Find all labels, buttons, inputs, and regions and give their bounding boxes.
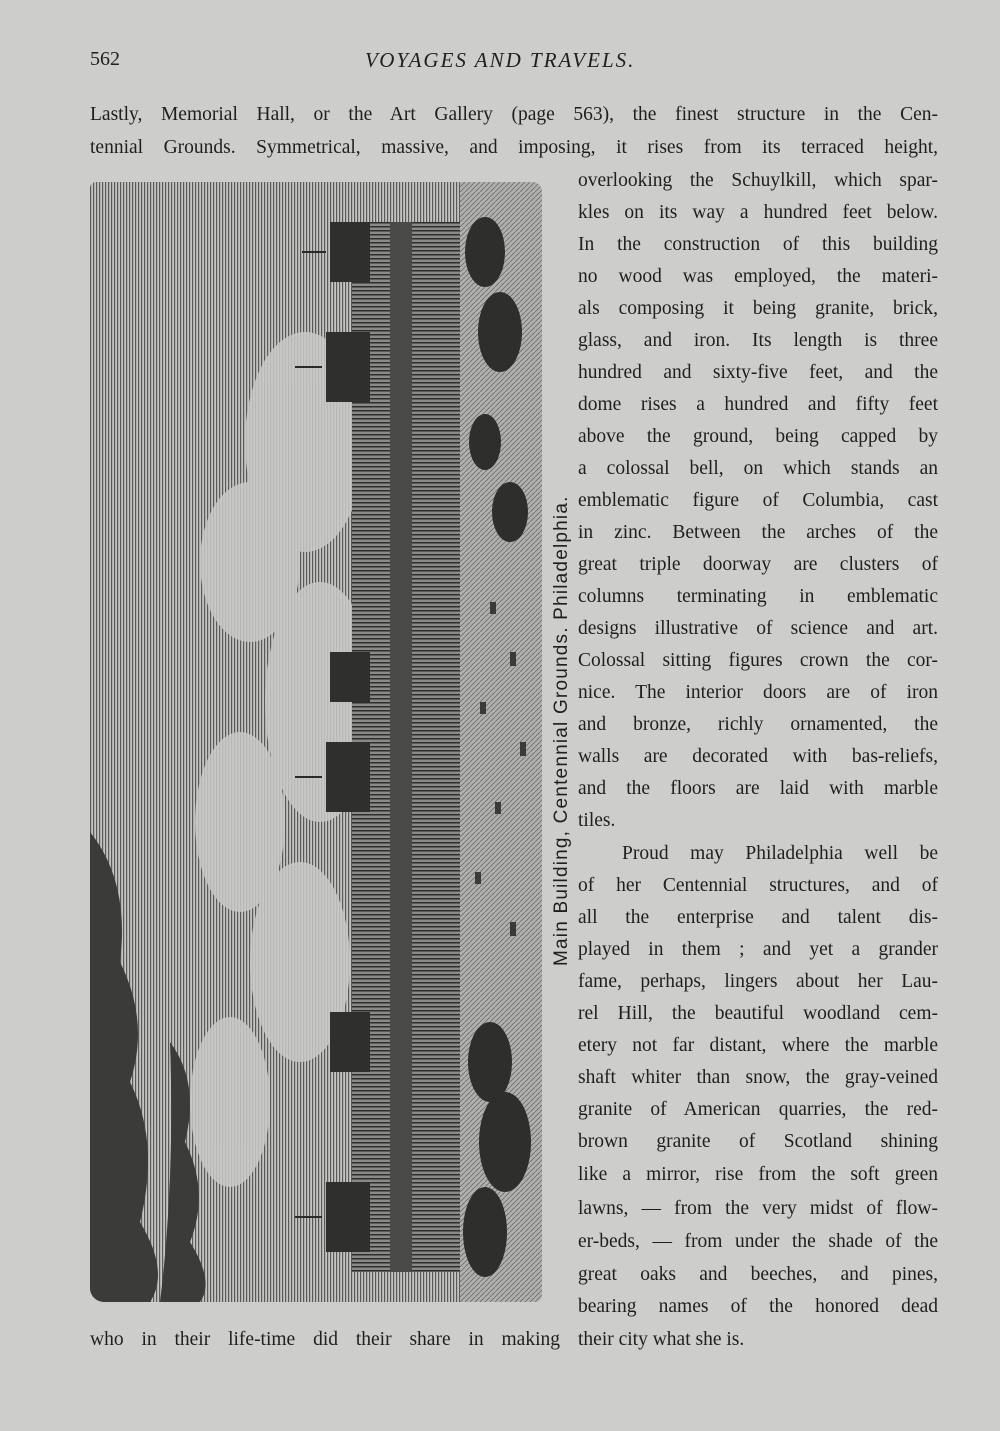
text-line: great oaks and beeches, and pines, (578, 1264, 938, 1285)
text-line: designs illustrative of science and art. (578, 618, 938, 639)
text-line: rel Hill, the beautiful woodland cem- (578, 1003, 938, 1024)
text-line: als composing it being granite, brick, (578, 298, 938, 319)
text-line: emblematic figure of Columbia, cast (578, 490, 938, 511)
text-line: fame, perhaps, lingers about her Lau- (578, 971, 938, 992)
text-line: brown granite of Scotland shining (578, 1131, 938, 1152)
text-line: overlooking the Schuylkill, which spar- (578, 170, 938, 191)
text-line: and bronze, richly ornamented, the (578, 714, 938, 735)
text-line: walls are decorated with bas-reliefs, (578, 746, 938, 767)
running-title: VOYAGES AND TRAVELS. (365, 48, 636, 72)
text-line: in zinc. Between the arches of the (578, 522, 938, 543)
text-line: above the ground, being capped by (578, 426, 938, 447)
text-line: a colossal bell, on which stands an (578, 458, 938, 479)
engraving-illustration (90, 182, 542, 1302)
text-line: great triple doorway are clusters of (578, 554, 938, 575)
text-line: glass, and iron. Its length is three (578, 330, 938, 351)
text-line: etery not far distant, where the marble (578, 1035, 938, 1056)
text-line: bearing names of the honored dead (578, 1296, 938, 1317)
text-line: nice. The interior doors are of iron (578, 682, 938, 703)
page-number: 562 (90, 48, 120, 70)
text-line: columns terminating in emblematic (578, 586, 938, 607)
text-line: shaft whiter than snow, the gray-veined (578, 1067, 938, 1088)
text-line: who in their life-time did their share in making (90, 1329, 560, 1350)
text-line: all the enterprise and talent dis- (578, 907, 938, 928)
text-line: dome rises a hundred and fifty feet (578, 394, 938, 415)
figure-caption: Main Building, Centennial Grounds. Philadelphia. (551, 495, 572, 966)
text-line: no wood was employed, the materi- (578, 266, 938, 287)
text-line: hundred and sixty-five feet, and the (578, 362, 938, 383)
text-line: like a mirror, rise from the soft green (578, 1164, 938, 1185)
text-line: er-beds, — from under the shade of the (578, 1231, 938, 1252)
text-line: their city what she is. (578, 1329, 745, 1350)
text-line: of her Centennial structures, and of (578, 875, 938, 896)
text-line: tennial Grounds. Symmetrical, massive, and imposing, it rises from its terraced height, (90, 137, 938, 158)
text-line: played in them ; and yet a grander (578, 939, 938, 960)
text-line: lawns, — from the very midst of flow- (578, 1198, 938, 1219)
text-line: kles on its way a hundred feet below. (578, 202, 938, 223)
text-line: granite of American quarries, the red- (578, 1099, 938, 1120)
text-line: In the construction of this building (578, 234, 938, 255)
text-line: Colossal sitting figures crown the cor- (578, 650, 938, 671)
text-line: Proud may Philadelphia well be (622, 843, 938, 864)
text-line: Lastly, Memorial Hall, or the Art Gallery (page 563), the finest structure in the Cen- (90, 104, 938, 125)
text-line: and the floors are laid with marble (578, 778, 938, 799)
text-line: tiles. (578, 810, 616, 831)
